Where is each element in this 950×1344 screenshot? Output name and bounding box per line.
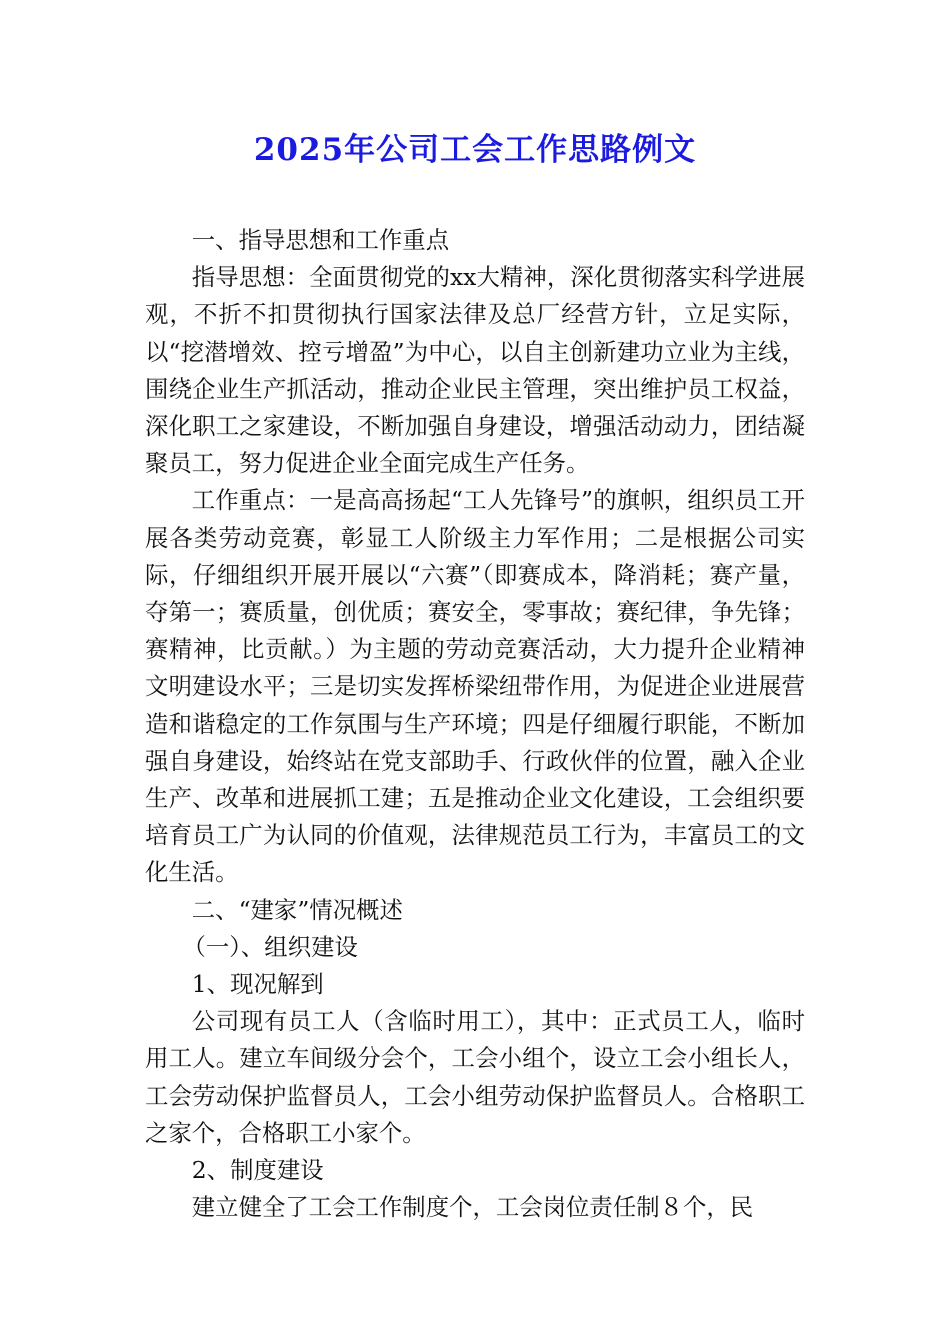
document-body <box>145 222 805 1226</box>
subsection-heading-organization: （一）、组织建设 <box>182 932 358 961</box>
section-heading-2: 二、“建家”情况概述 <box>191 895 403 924</box>
section-heading-1: 一、指导思想和工作重点 <box>191 226 450 254</box>
document-title: 2025年公司工会工作思路例文 <box>253 132 697 168</box>
item-heading-status: 1、现况解到 <box>191 970 324 999</box>
paragraph-work-focus: 工作重点：一是高高扬起“工人先锋号”的旗帜，组织员工开展各类劳动竞赛，彰显工人阶级主力军作用；二是根据公司实际，仔细组织开展开展以“六赛”（即赛成本，降消耗；赛产量，夺第一；赛质量，创优质；赛安全，零事故；赛纪律，争先锋；赛精神，比贡献。）为主题的劳动竞赛活动，大力提升企业精神文明建设水平；三是切实发挥桥梁纽带作用，为促进企业进展营造和谐稳定的工作氛围与生产环境；四是仔细履行职能，不断加强自身建设，始终站在党支部助手、行政伙伴的位置，融入企业生产、改革和进展抓工建；五是推动企业文化建设，工会组织要培育员工广为认同的价值观，法律规范员工行为，丰富员工的文化生活。 <box>145 486 805 887</box>
paragraph-status: 公司现有员工人（含临时用工），其中：正式员工人，临时用工人。建立车间级分会个，工会小组个，设立工会小组长人，工会劳动保护监督员人，工会小组劳动保护监督员人。合格职工之家个，合格职工小家个。 <box>145 1007 805 1147</box>
paragraph-guiding-thought: 指导思想：全面贯彻党的xx大精神，深化贯彻落实科学进展观，不折不扣贯彻执行国家法律及总厂经营方针，立足实际，以“挖潜增效、控亏增盈”为中心，以自主创新建功立业为主线，围绕企业生产抓活动，推动企业民主管理，突出维护员工权益，深化职工之家建设，不断加强自身建设，增强活动动力，团结凝聚员工，努力促进企业全面完成生产任务。 <box>145 263 805 478</box>
item-heading-system: 2、制度建设 <box>191 1156 324 1185</box>
paragraph-system: 建立健全了工会工作制度个，工会岗位责任制８个，民 <box>191 1193 754 1222</box>
